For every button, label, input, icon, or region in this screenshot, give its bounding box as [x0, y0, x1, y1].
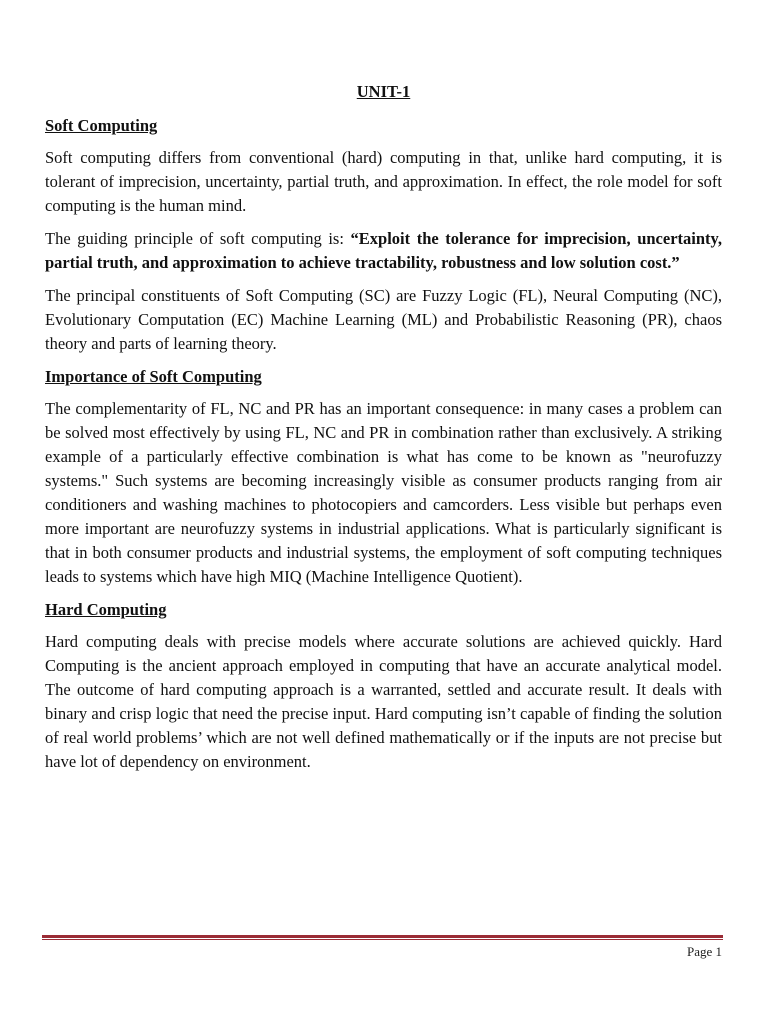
section-heading-soft-computing: Soft Computing	[45, 116, 158, 135]
page-number: Page 1	[686, 944, 722, 959]
section-heading-importance: Importance of Soft Computing	[45, 367, 262, 386]
unit-title: UNIT-1	[356, 82, 411, 101]
document-page	[45, 80, 722, 783]
paragraph-hard-computing: Hard computing deals with precise models where accurate solutions are achieved quickly. Hard Computing is the ancient approach employed in computing that have an accurate analytical model. The outcome of hard computing approach is a warranted, settled and accurate result. It deals with binary and crisp logic that need the precise input. Hard computing isn’t capable of finding the solution of real world problems’ which are not well defined mathematically or if the inputs are not precise but have lot of dependency on environment.	[45, 632, 722, 771]
footer-divider	[42, 935, 723, 942]
paragraph-principal-constituents: The principal constituents of Soft Computing (SC) are Fuzzy Logic (FL), Neural Computing (NC), Evolutionary Computation (EC) Machine Learning (ML) and Probabilistic Reasoning (PR), chaos theory and parts of learning theory.	[45, 286, 722, 353]
section-heading-hard-computing: Hard Computing	[45, 600, 167, 619]
guiding-principle-lead: The guiding principle of soft computing is:	[45, 229, 351, 248]
footer-divider-thin-line	[42, 939, 723, 940]
paragraph-guiding-principle	[45, 227, 722, 275]
guiding-principle-quote: “Exploit the tolerance for imprecision, uncertainty, partial truth, and approximation to achieve tractability, robustness and low solution cost.”	[45, 229, 722, 272]
paragraph-complementarity: The complementarity of FL, NC and PR has an important consequence: in many cases a problem can be solved most effectively by using FL, NC and PR in combination rather than exclusively. A striking example of a particularly effective combination is what has come to be known as "neurofuzzy systems." Such systems are becoming increasingly visible as consumer products ranging from air conditioners and washing machines to photocopiers and camcorders. Less visible but perhaps even more important are neurofuzzy systems in industrial applications. What is particularly significant is that in both consumer products and industrial systems, the employment of soft computing techniques leads to systems which have high MIQ (Machine Intelligence Quotient).	[45, 399, 722, 586]
paragraph-soft-computing-definition: Soft computing differs from conventional (hard) computing in that, unlike hard computing, it is tolerant of imprecision, uncertainty, partial truth, and approximation. In effect, the role model for soft computing is the human mind.	[45, 148, 722, 215]
